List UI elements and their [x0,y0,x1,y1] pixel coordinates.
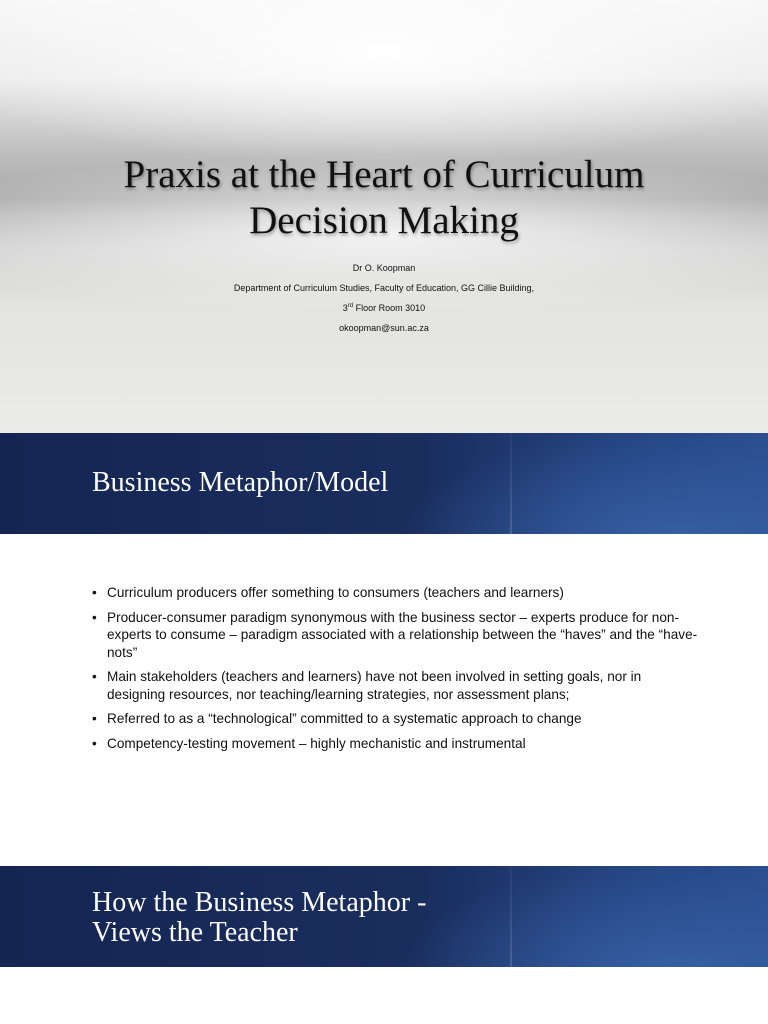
section-header-teacher-view [0,866,768,967]
floor-suffix: rd [347,303,354,309]
author-info [0,258,768,338]
author-name: Dr O. Koopman [352,263,416,273]
list-item: • Main stakeholders (teachers and learners) have not been involved in setting goals, nor in designing resources, nor teaching/learning strategies, nor assessment plans; [92,668,702,703]
department-line: Department of Curriculum Studies, Faculty of Education, GG Cillie Building, [233,283,535,293]
heading-line-2: Views the Teacher [92,917,298,948]
section-heading: Business Metaphor/Model [92,467,389,498]
floor-room: Floor Room 3010 [353,303,426,313]
heading-line-1: How the Business Metaphor - [92,887,427,918]
title-line-1: Praxis at the Heart of Curriculum [123,153,645,196]
title-line-2: Decision Making [249,199,519,242]
list-item: • Producer-consumer paradigm synonymous with the business sector – experts produce for non-experts to consume – paradigm associated with a relationship between the “haves” and the “have-nots” [92,609,702,662]
list-item: • Referred to as a “technological” committed to a systematic approach to change [92,710,702,728]
section-heading [92,888,426,948]
room-line [0,298,768,318]
author-email: okoopman@sun.ac.za [339,323,429,333]
list-item: • Competency-testing movement – highly mechanistic and instrumental [92,735,702,753]
floor-number: 3 [342,303,348,313]
presentation-title [0,152,768,244]
list-item: • Curriculum producers offer something to consumers (teachers and learners) [92,584,702,602]
next-slide-area [0,967,768,1024]
bullet-list [92,584,702,759]
content-slide [0,534,768,866]
title-slide [0,0,768,433]
section-header-business-metaphor [0,433,768,534]
